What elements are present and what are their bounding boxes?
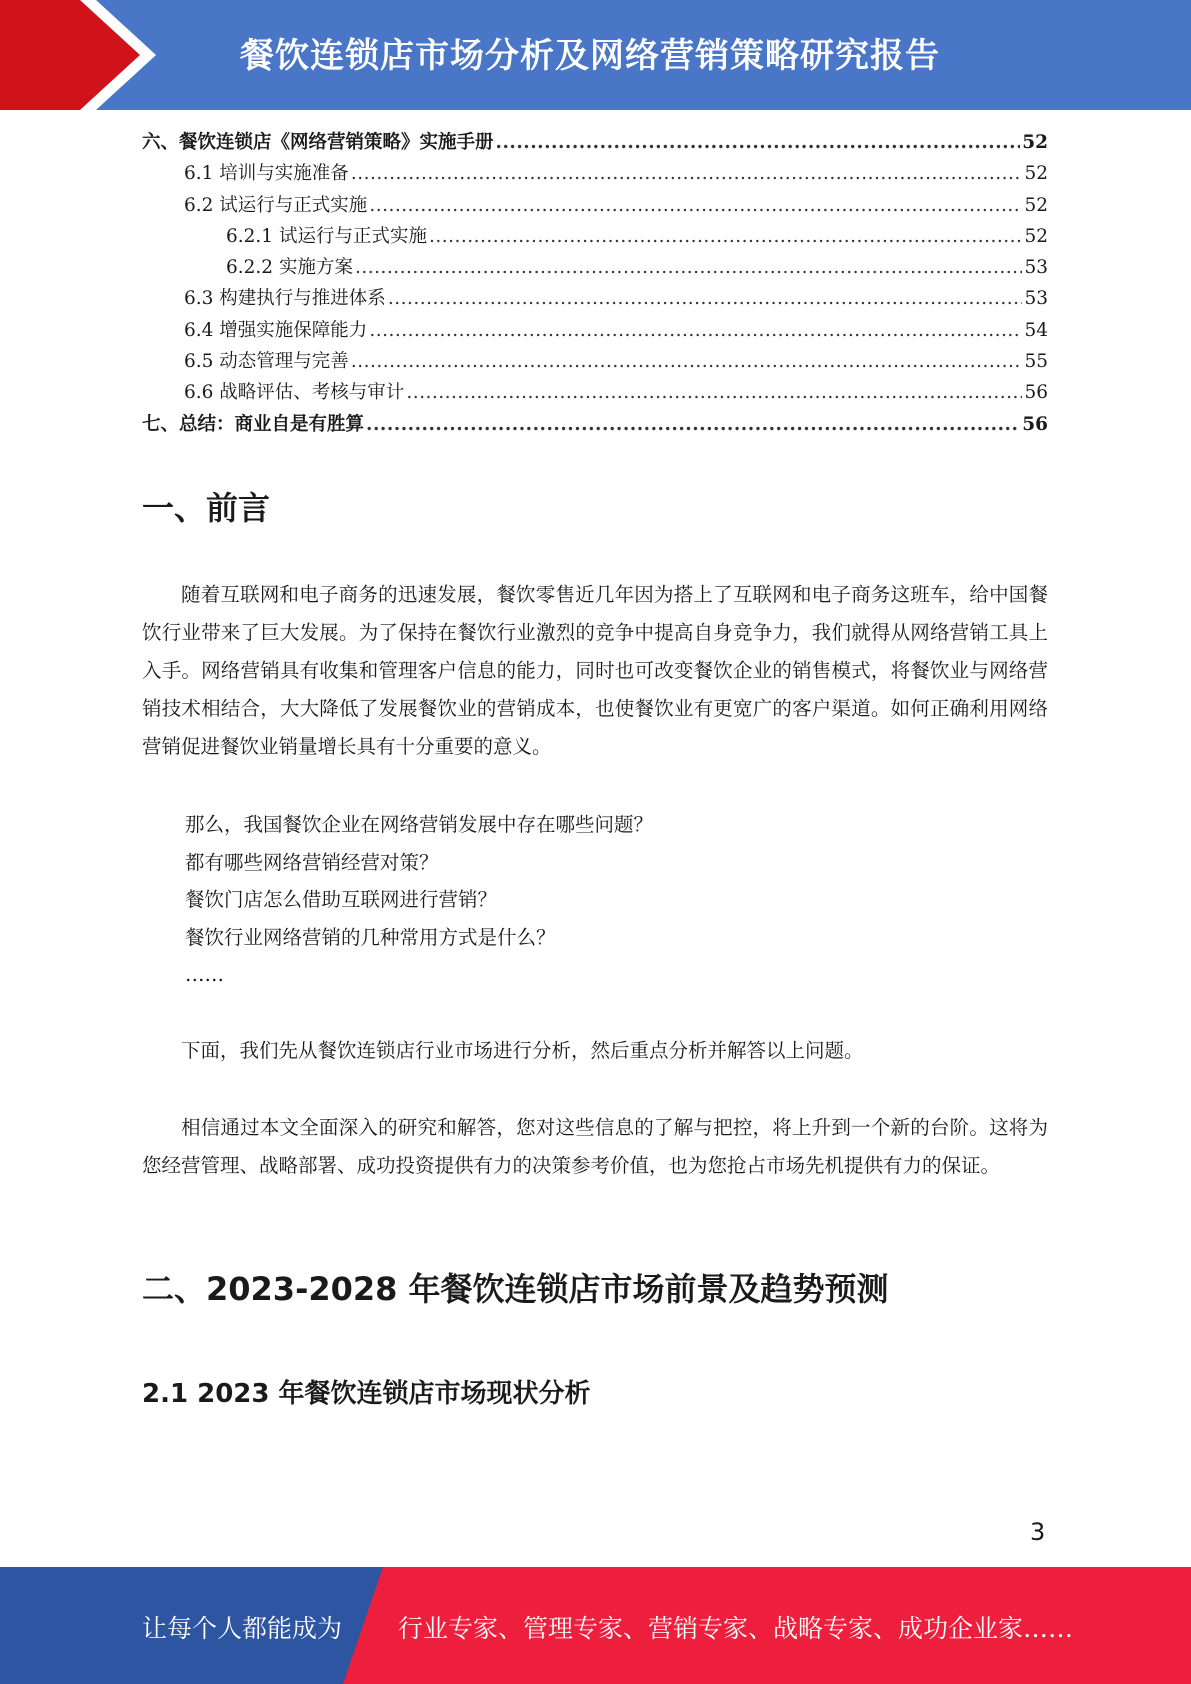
subsection-heading: 2.1 2023 年餐饮连锁店市场现状分析 <box>142 1379 591 1409</box>
table-of-contents <box>142 128 1048 441</box>
toc-entry-page: 53 <box>1024 288 1048 310</box>
toc-leader-dots <box>351 163 1023 184</box>
toc-leader-dots <box>429 226 1022 247</box>
toc-entry[interactable] <box>142 347 1048 378</box>
toc-entry-page: 56 <box>1024 382 1048 404</box>
toc-leader-dots <box>366 414 1020 435</box>
toc-leader-dots <box>496 132 1021 153</box>
question-item: 那么，我国餐饮企业在网络营销发展中存在哪些问题？ <box>185 813 654 836</box>
toc-entry-title: 6.2.2 实施方案 <box>226 257 353 279</box>
toc-entry-title: 6.5 动态管理与完善 <box>184 351 349 373</box>
toc-entry-title: 6.2 试运行与正式实施 <box>184 194 368 216</box>
toc-entry-page: 52 <box>1022 132 1048 153</box>
question-item: 餐饮行业网络营销的几种常用方式是什么？ <box>185 925 556 949</box>
toc-entry-title: 6.2.1 试运行与正式实施 <box>226 225 427 247</box>
toc-entry-page: 55 <box>1024 351 1048 373</box>
toc-leader-dots <box>355 257 1023 278</box>
preface-paragraph-3: 相信通过本文全面深入的研究和解答，您对这些信息的了解与把控，将上升到一个新的台阶。这将为您经营管理、战略部署、成功投资提供有力的决策参考价值，也为您抢占市场先机提供有力的保证。 <box>142 1116 1048 1177</box>
section-heading-market-outlook: 二、2023-2028 年餐饮连锁店市场前景及趋势预测 <box>142 1270 889 1308</box>
toc-entry[interactable] <box>142 316 1048 347</box>
preface-paragraph-1: 随着互联网和电子商务的迅速发展，餐饮零售近几年因为搭上了互联网和电子商务这班车，给中国餐饮行业带来了巨大发展。为了保持在餐饮行业激烈的竞争中提高自身竞争力，我们就得从网络营销工具上入手。网络营销具有收集和管理客户信息的能力，同时也可改变餐饮企业的销售模式，将餐饮业与网络营销技术相结合，大大降低了发展餐饮业的营销成本，也使餐饮业有更宽广的客户渠道。如何正确利用网络营销促进餐饮业销量增长具有十分重要的意义。 <box>142 583 1048 758</box>
toc-entry-title: 6.3 构建执行与推进体系 <box>184 288 386 310</box>
toc-entry[interactable] <box>142 191 1048 222</box>
toc-leader-dots <box>369 195 1022 216</box>
toc-leader-dots <box>388 288 1023 309</box>
toc-entry[interactable] <box>142 159 1048 190</box>
toc-leader-dots <box>351 351 1023 372</box>
toc-entry-title: 六、餐饮连锁店《网络营销策略》实施手册 <box>142 132 494 153</box>
toc-entry[interactable] <box>142 378 1048 409</box>
toc-entry-title: 6.1 培训与实施准备 <box>184 163 349 185</box>
toc-entry[interactable] <box>142 253 1048 284</box>
question-list <box>185 806 653 994</box>
toc-entry-page: 52 <box>1024 194 1048 216</box>
section-heading-preface: 一、前言 <box>142 489 271 527</box>
toc-entry-page: 52 <box>1024 225 1048 247</box>
footer-slogan-left: 让每个人都能成为 <box>142 1614 343 1643</box>
page-header <box>0 0 1191 110</box>
toc-entry[interactable] <box>142 222 1048 253</box>
toc-leader-dots <box>369 320 1022 341</box>
toc-entry-page: 54 <box>1024 319 1048 341</box>
page-footer <box>0 1567 1191 1684</box>
toc-leader-dots <box>406 382 1022 403</box>
page-number: 3 <box>1030 1518 1046 1546</box>
question-item: 都有哪些网络营销经营对策？ <box>185 850 439 874</box>
toc-entry-page: 56 <box>1022 413 1048 435</box>
toc-entry-page: 53 <box>1024 257 1048 279</box>
toc-entry-page: 52 <box>1024 163 1048 185</box>
toc-entry-title: 七、总结：商业自是有胜算 <box>142 413 365 435</box>
toc-entry-title: 6.4 增强实施保障能力 <box>184 319 368 341</box>
toc-entry[interactable] <box>142 284 1048 315</box>
preface-paragraph-2: 下面，我们先从餐饮连锁店行业市场进行分析，然后重点分析并解答以上问题。 <box>181 1039 864 1062</box>
header-title: 餐饮连锁店市场分析及网络营销策略研究报告 <box>240 36 940 76</box>
question-item: 餐饮门店怎么借助互联网进行营销？ <box>185 888 498 911</box>
toc-entry-title: 6.6 战略评估、考核与审计 <box>184 382 405 404</box>
toc-entry[interactable] <box>142 128 1048 159</box>
question-item: …… <box>185 963 224 986</box>
toc-entry[interactable] <box>142 410 1048 441</box>
footer-slogan-right: 行业专家、管理专家、营销专家、战略专家、成功企业家…… <box>398 1614 1074 1643</box>
